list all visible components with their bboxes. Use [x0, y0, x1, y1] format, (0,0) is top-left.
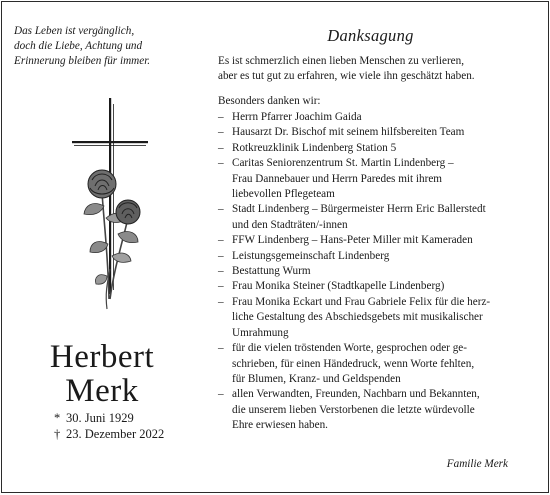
list-item [218, 233, 538, 248]
list-item-line: schrieben, für einen Händedruck, wenn Worte fehlten, [232, 357, 475, 370]
list-item [218, 279, 538, 294]
list-item [218, 110, 538, 125]
list-item-line: Rotkreuzklinik Lindenberg Station 5 [232, 141, 397, 154]
list-item [218, 202, 538, 233]
list-dash: – [218, 388, 224, 401]
motto-line: Das Leben ist vergänglich, [14, 25, 135, 37]
list-item-line: Stadt Lindenberg – Bürgermeister Herrn Eric Ballerstedt [232, 203, 486, 216]
birth-symbol: * [54, 411, 61, 425]
list-item [218, 249, 538, 264]
list-item-line: Frau Monika Steiner (Stadtkapelle Lindenberg) [232, 280, 445, 293]
list-item-line: Leistungsgemeinschaft Lindenberg [232, 249, 390, 262]
list-dash: – [218, 157, 224, 170]
list-item-line: Umrahmung [232, 326, 289, 339]
list-item-line: FFW Lindenberg – Hans-Peter Miller mit Kameraden [232, 234, 473, 247]
death-date: 23. Dezember 2022 [66, 427, 165, 441]
list-dash: – [218, 203, 224, 216]
list-dash: – [218, 234, 224, 247]
signature: Familie Merk [446, 458, 508, 470]
list-dash: – [218, 126, 224, 139]
life-dates [54, 410, 164, 442]
list-item-line: allen Verwandten, Freunden, Nachbarn und Bekannten, [232, 388, 480, 401]
list-item [218, 341, 538, 387]
intro-line: aber es tut gut zu erfahren, wie viele ihn geschätzt haben. [218, 70, 475, 83]
list-item-line: für Blumen, Kranz- und Geldspenden [232, 372, 401, 385]
list-dash: – [218, 265, 224, 278]
obituary-card [1, 1, 549, 493]
birth-date: 30. Juni 1929 [66, 411, 134, 425]
list-dash: – [218, 249, 224, 262]
list-item [218, 141, 538, 156]
list-item [218, 125, 538, 140]
list-dash: – [218, 295, 224, 308]
list-item-line: Herrn Pfarrer Joachim Gaida [232, 111, 362, 123]
motto [14, 24, 194, 70]
thanks-title: Danksagung [327, 26, 414, 45]
intro-line: Es ist schmerzlich einen lieben Menschen zu verlieren, [218, 55, 465, 67]
list-item [218, 295, 538, 341]
motto-line: doch die Liebe, Achtung und [14, 40, 143, 53]
list-item-line: für die vielen tröstenden Worte, gesprochen oder ge- [232, 342, 467, 355]
list-item-line: Bestattung Wurm [232, 265, 311, 278]
thanks-list [218, 110, 538, 434]
list-item-line: und den Stadträten/-innen [232, 218, 348, 231]
right-column [218, 2, 544, 492]
thanks-intro [218, 54, 538, 85]
birth-row [54, 410, 164, 426]
list-item-line: Caritas Seniorenzentrum St. Martin Lindenberg – [232, 157, 454, 170]
list-item [218, 264, 538, 279]
list-item-line: Ehre erwiesen haben. [232, 419, 328, 432]
thanks-lead: Besonders danken wir: [218, 95, 321, 107]
deceased-first-name: Herbert [49, 339, 155, 375]
deceased-last-name: Merk [65, 373, 139, 409]
list-item [218, 387, 538, 433]
list-item-line: die unserem lieben Verstorbenen die letzte würdevolle [232, 403, 475, 416]
motto-line: Erinnerung bleiben für immer. [14, 55, 151, 68]
list-item-line: Frau Dannebauer und Herrn Paredes mit ihrem [232, 172, 443, 185]
list-dash: – [218, 280, 224, 293]
left-column [2, 2, 202, 492]
list-item-line: liebevollen Pflegeteam [232, 188, 335, 201]
list-dash: – [218, 342, 224, 355]
death-row [54, 426, 164, 442]
cross-with-roses-icon [52, 94, 162, 324]
list-item-line: Frau Monika Eckart und Frau Gabriele Felix für die herz- [232, 295, 491, 308]
list-item [218, 156, 538, 202]
list-item-line: Hausarzt Dr. Bischof mit seinem hilfsbereiten Team [232, 126, 465, 139]
death-symbol: † [54, 427, 61, 441]
list-dash: – [218, 141, 224, 154]
list-item-line: liche Gestaltung des Abschiedsgebets mit musikalischer [232, 311, 483, 324]
list-dash: – [218, 111, 224, 123]
